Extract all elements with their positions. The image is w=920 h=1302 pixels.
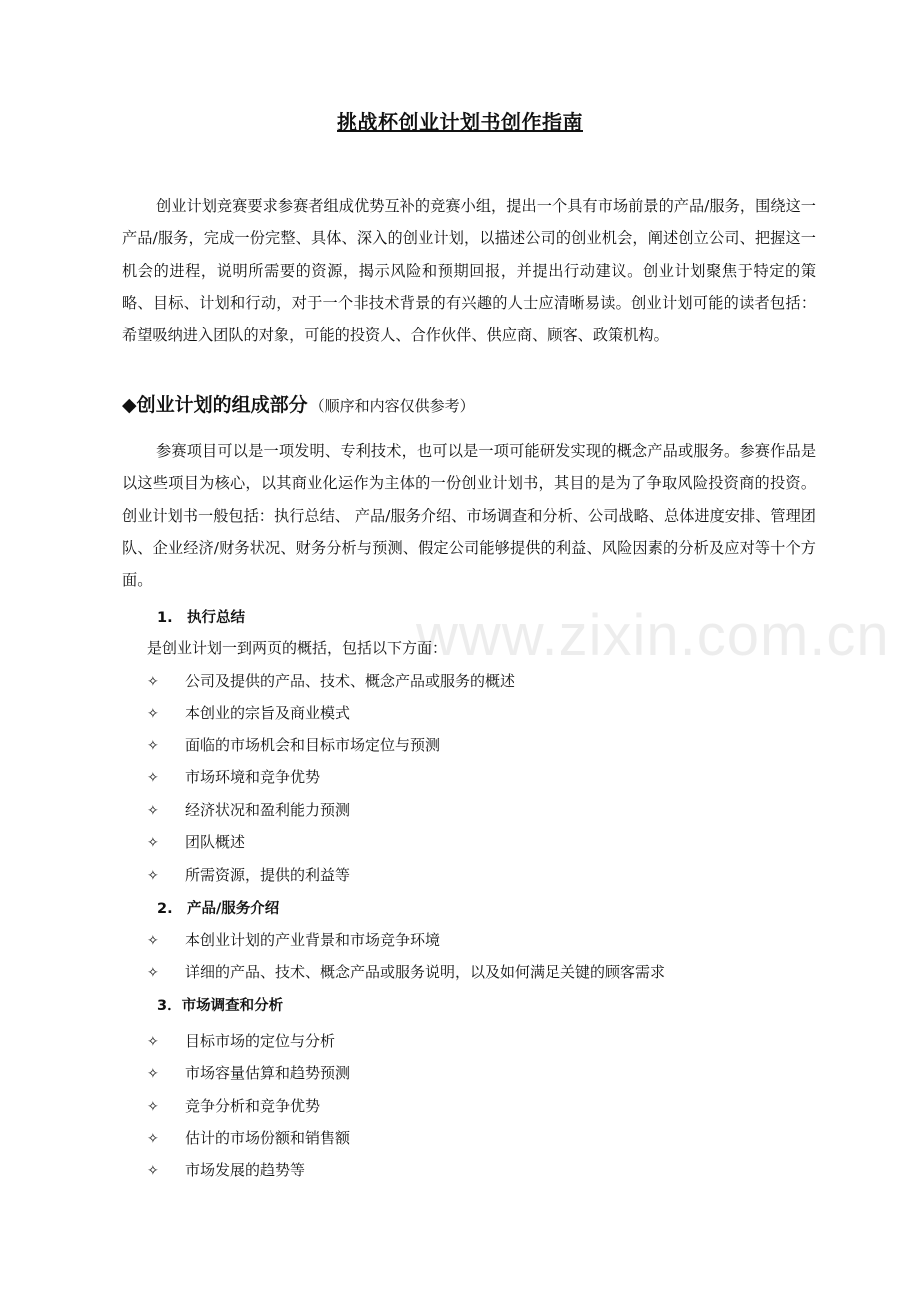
subsection-1-heading	[157, 606, 245, 627]
intro-paragraph: 创业计划竞赛要求参赛者组成优势互补的竞赛小组，提出一个具有市场前景的产品/服务，围绕这一产品/服务，完成一份完整、具体、深入的创业计划，以描述公司的创业机会，阐述创立公司、把握这一机会的进程，说明所需要的资源，揭示风险和预期回报，并提出行动建议。创业计划聚焦于特定的策略、目标、计划和行动，对于一个非技术背景的有兴趣的人士应清晰易读。创业计划可能的读者包括：希望吸纳进入团队的对象，可能的投资人、合作伙伴、供应商、顾客、政策机构。	[122, 197, 816, 345]
list-item: ✧ 面临的市场机会和目标市场定位与预测	[147, 736, 441, 754]
list-item: ✧ 所需资源，提供的利益等	[147, 866, 351, 884]
list-item: ✧ 竞争分析和竞争优势	[147, 1097, 321, 1115]
subsection-2-heading	[157, 897, 279, 918]
bullet-icon: ✧	[147, 1066, 159, 1082]
diamond-icon: ◆	[122, 394, 137, 416]
section-paragraph: 参赛项目可以是一项发明、专利技术，也可以是一项可能研发实现的概念产品或服务。参赛作品是以这些项目为核心，以其商业化运作为主体的一份创业计划书，其目的是为了争取风险投资商的投资。创业计划书一般包括：执行总结、 产品/服务介绍、市场调查和分析、公司战略、总体进度安排、管理团队、企业经济/财务状况、财务分析与预测、假定公司能够提供的利益、风险因素的分析及应对等十个方面。	[122, 442, 816, 590]
bullet-icon: ✧	[147, 1099, 159, 1115]
watermark: www.zixin.com.cn	[416, 603, 890, 668]
bullet-icon: ✧	[147, 706, 159, 722]
subsection-1-lead: 是创业计划一到两页的概括，包括以下方面：	[147, 639, 448, 657]
list-item: ✧ 本创业计划的产业背景和市场竞争环境	[147, 931, 441, 949]
list-item: ✧ 目标市场的定位与分析	[147, 1032, 336, 1050]
list-item: ✧ 估计的市场份额和销售额	[147, 1129, 351, 1147]
bullet-icon: ✧	[147, 835, 159, 851]
bullet-icon: ✧	[147, 868, 159, 884]
section-heading	[122, 390, 475, 417]
list-item: ✧ 详细的产品、技术、概念产品或服务说明，以及如何满足关键的顾客需求	[147, 963, 666, 981]
bullet-icon: ✧	[147, 770, 159, 786]
list-item: ✧ 市场发展的趋势等	[147, 1161, 306, 1179]
subsection-1-number: 1.	[157, 610, 173, 626]
bullet-icon: ✧	[147, 1163, 159, 1179]
bullet-icon: ✧	[147, 803, 159, 819]
section-heading-title: 创业计划的组成部分	[136, 394, 308, 416]
subsection-2-number: 2.	[157, 901, 173, 917]
bullet-icon: ✧	[147, 1034, 159, 1050]
bullet-icon: ✧	[147, 1131, 159, 1147]
list-item: ✧ 团队概述	[147, 833, 246, 851]
bullet-icon: ✧	[147, 738, 159, 754]
bullet-icon: ✧	[147, 965, 159, 981]
section-heading-note: （顺序和内容仅供参考）	[309, 397, 475, 415]
bullet-icon: ✧	[147, 933, 159, 949]
subsection-2-title: 产品/服务介绍	[187, 901, 280, 917]
list-item: ✧ 经济状况和盈利能力预测	[147, 801, 351, 819]
document-title: 挑战杯创业计划书创作指南	[337, 110, 583, 134]
list-item: ✧ 市场环境和竞争优势	[147, 768, 321, 786]
list-item: ✧ 公司及提供的产品、技术、概念产品或服务的概述	[147, 672, 516, 690]
list-item: ✧ 市场容量估算和趋势预测	[147, 1064, 351, 1082]
list-item: ✧ 本创业的宗旨及商业模式	[147, 704, 351, 722]
subsection-1-title: 执行总结	[187, 610, 245, 626]
bullet-icon: ✧	[147, 674, 159, 690]
subsection-3-heading: 3．市场调查和分析	[157, 998, 284, 1014]
